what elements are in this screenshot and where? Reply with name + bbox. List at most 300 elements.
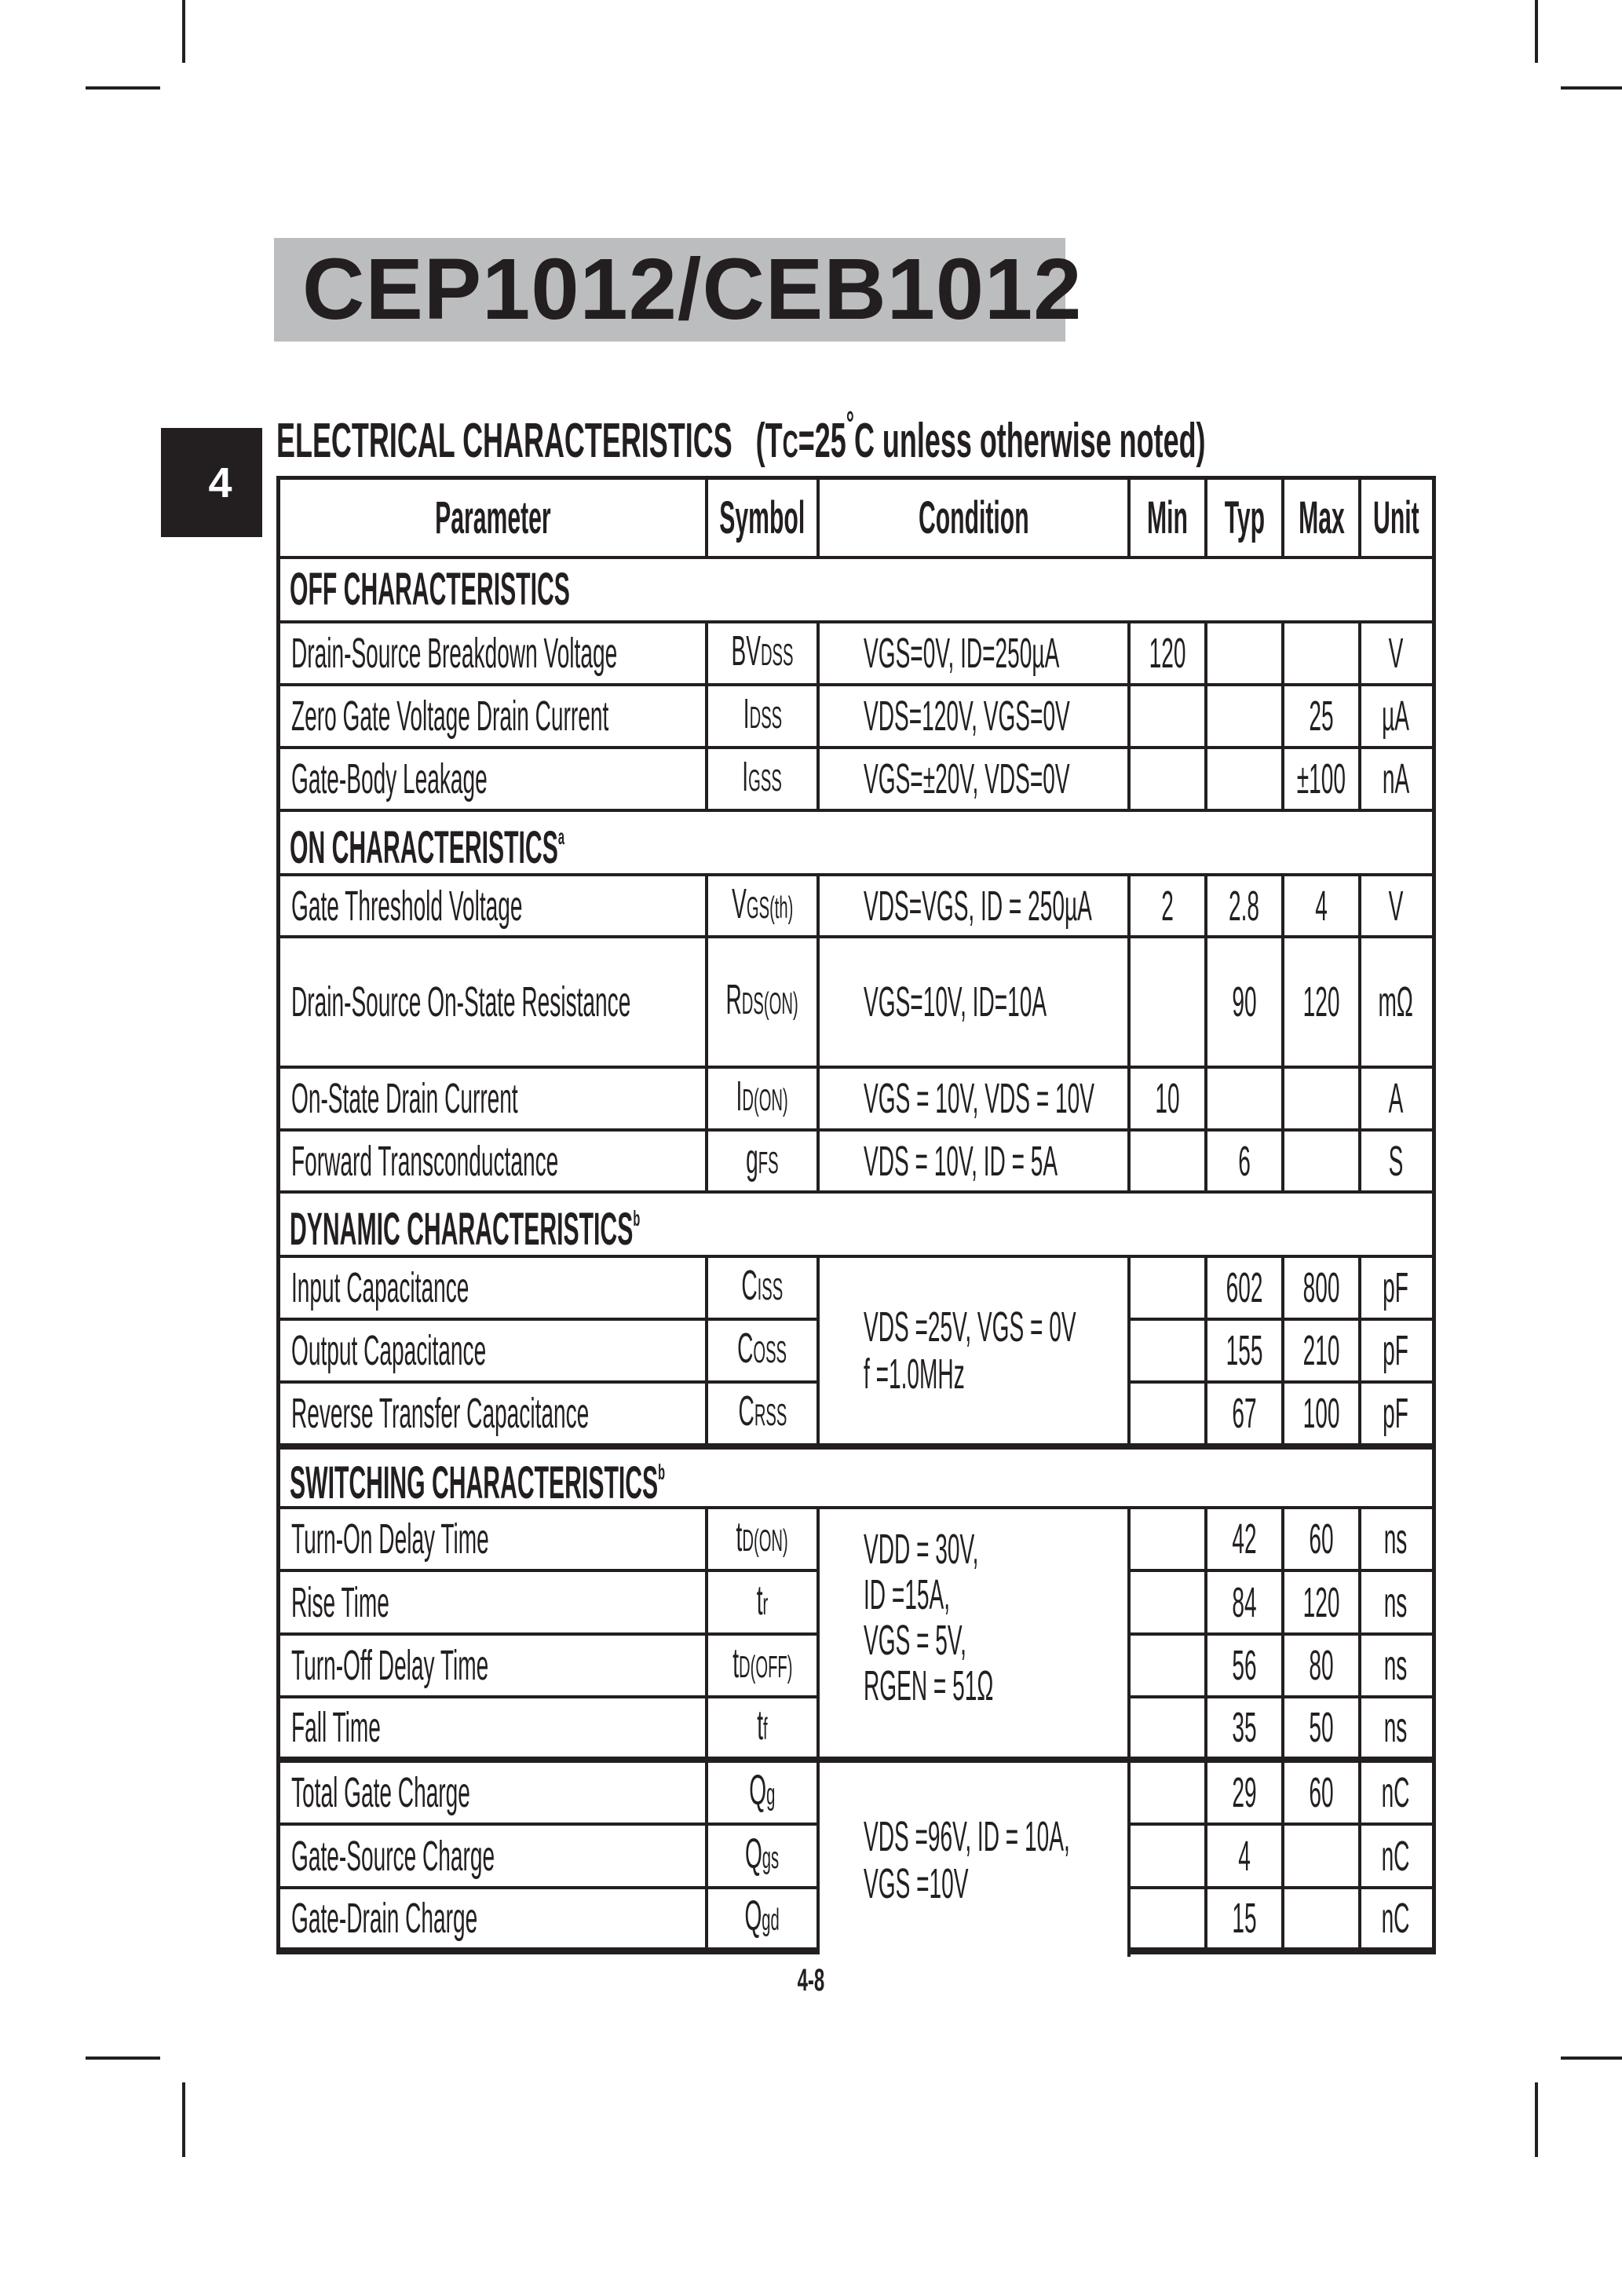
page-title: CEP1012/CEB1012 [302, 241, 1083, 338]
unit-value: ns [1384, 1578, 1408, 1626]
symbol-text [745, 1830, 779, 1882]
symbol-sub: g [766, 1778, 776, 1812]
param-cell [280, 876, 708, 935]
min-cell [1131, 1321, 1207, 1380]
max-cell [1284, 1826, 1361, 1886]
symbol-cell [708, 1763, 820, 1823]
heading-cond-rest: C unless otherwise noted) [853, 414, 1206, 468]
unit-value: µA [1382, 693, 1410, 740]
section-dynamic-cell [280, 1194, 1432, 1255]
min-cell [1131, 1132, 1207, 1190]
typ-cell [1207, 1636, 1284, 1695]
condition-text: VDS=VGS, ID = 250µA [864, 882, 1092, 930]
page-number [0, 1963, 1622, 1998]
heading-main: ELECTRICAL CHARACTERISTICS [276, 414, 732, 468]
symbol-cell [708, 1384, 820, 1443]
unit-value: S [1388, 1137, 1404, 1185]
symbol-cell [708, 1321, 820, 1380]
min-cell [1131, 686, 1207, 746]
symbol-main: V [731, 879, 747, 927]
crop-mark-bottom-left-horizontal [86, 2057, 160, 2060]
typ-value: 15 [1232, 1895, 1257, 1942]
param-text: Total Gate Charge [291, 1769, 470, 1816]
unit-value: nC [1382, 1832, 1410, 1880]
typ-cell [1207, 686, 1284, 746]
symbol-text [757, 1702, 767, 1753]
section-switching-label [290, 1449, 665, 1507]
crop-mark-top-right-horizontal [1561, 86, 1622, 90]
param-text: Drain-Source On-State Resistance [291, 978, 631, 1026]
symbol-cell [708, 1509, 820, 1569]
section-dynamic-label [290, 1195, 640, 1253]
symbol-cell [708, 1132, 820, 1190]
typ-cell [1207, 1509, 1284, 1569]
table-row-idss [280, 686, 1432, 749]
section-off-cell [280, 559, 1432, 620]
param-text: Drain-Source Breakdown Voltage [291, 630, 618, 677]
condition-line: VDD = 30V, [864, 1526, 979, 1573]
min-value: 120 [1149, 630, 1186, 677]
symbol-cell [708, 1636, 820, 1695]
unit-cell [1361, 749, 1430, 809]
max-value: 4 [1315, 882, 1328, 930]
section-heading [276, 393, 1206, 468]
symbol-sub: DSS [760, 638, 794, 672]
symbol-sub: D(OFF) [738, 1651, 793, 1684]
param-cell [280, 1069, 708, 1128]
symbol-text [742, 1262, 784, 1314]
symbol-cell [708, 1698, 820, 1757]
typ-cell [1207, 876, 1284, 935]
table-row-idon [280, 1069, 1432, 1132]
min-cell [1131, 1258, 1207, 1318]
symbol-main: Q [745, 1830, 763, 1877]
condition-line: VDS =96V, ID = 10A, [864, 1812, 1070, 1860]
unit-value: nC [1382, 1895, 1410, 1942]
min-cell [1131, 876, 1207, 935]
unit-value: pF [1383, 1390, 1409, 1437]
symbol-sub: DS(ON) [742, 987, 799, 1021]
param-cell [280, 1321, 708, 1380]
min-cell [1131, 1636, 1207, 1695]
typ-value: 35 [1232, 1704, 1257, 1751]
param-cell [280, 1132, 708, 1190]
symbol-main: C [738, 1387, 754, 1435]
header-unit [1361, 480, 1430, 556]
max-cell [1284, 938, 1361, 1066]
param-text: Gate-Source Charge [291, 1832, 495, 1880]
symbol-main: t [732, 1640, 739, 1687]
condition-line: RGEN = 51Ω [864, 1662, 994, 1709]
max-value: 60 [1309, 1515, 1334, 1563]
section-dynamic-characteristics [280, 1194, 1432, 1258]
symbol-cell [708, 686, 820, 746]
param-text: On-State Drain Current [291, 1075, 518, 1122]
footnote-marker-b: b [658, 1460, 666, 1484]
param-text: Input Capacitance [291, 1264, 469, 1311]
unit-value: nA [1382, 755, 1410, 803]
typ-cell [1207, 1698, 1284, 1757]
symbol-cell [708, 938, 820, 1066]
max-value: 120 [1302, 978, 1340, 1026]
min-value: 2 [1161, 882, 1174, 930]
max-cell [1284, 1132, 1361, 1190]
unit-value: nC [1382, 1769, 1410, 1816]
symbol-sub: ISS [757, 1273, 784, 1307]
param-text: Gate-Body Leakage [291, 755, 488, 803]
symbol-sub: r [762, 1587, 769, 1621]
unit-cell [1361, 1069, 1430, 1128]
symbol-main: R [725, 976, 743, 1023]
unit-value: pF [1383, 1264, 1409, 1311]
min-cell [1131, 1698, 1207, 1757]
max-cell [1284, 1384, 1361, 1443]
symbol-main: C [737, 1325, 754, 1372]
min-cell [1131, 1069, 1207, 1128]
condition-cell [820, 749, 1131, 809]
min-cell [1131, 1572, 1207, 1632]
condition-cell [820, 1069, 1131, 1128]
typ-cell [1207, 938, 1284, 1066]
param-text: Forward Transconductance [291, 1137, 559, 1185]
section-off-text: OFF CHARACTERISTICS [290, 564, 570, 615]
param-text: Turn-On Delay Time [291, 1515, 489, 1563]
symbol-sub: OSS [753, 1336, 787, 1369]
min-cell [1131, 1384, 1207, 1443]
unit-value: A [1388, 1075, 1404, 1122]
table-header-row [280, 480, 1432, 559]
condition-lines [864, 1526, 993, 1709]
unit-value: V [1388, 882, 1404, 930]
typ-value: 84 [1232, 1578, 1257, 1626]
merged-condition-switching [820, 1509, 1131, 1757]
section-on-text: ON CHARACTERISTICS [290, 822, 558, 873]
symbol-text [736, 1073, 788, 1124]
crop-mark-top-right-vertical [1535, 0, 1538, 63]
param-cell [280, 1258, 708, 1318]
unit-cell [1361, 623, 1430, 683]
unit-cell [1361, 1636, 1430, 1695]
max-value: ±100 [1296, 755, 1346, 803]
chapter-tab [161, 428, 262, 537]
max-value: 60 [1309, 1769, 1334, 1816]
min-cell [1131, 623, 1207, 683]
min-cell [1131, 1509, 1207, 1569]
max-cell [1284, 1258, 1361, 1318]
param-cell [280, 1509, 708, 1569]
symbol-text [743, 753, 783, 805]
section-on-label [290, 813, 564, 872]
param-cell [280, 1384, 708, 1443]
param-cell [280, 623, 708, 683]
unit-cell [1361, 1132, 1430, 1190]
symbol-main: I [736, 1073, 743, 1120]
max-value: 50 [1309, 1704, 1334, 1751]
max-cell [1284, 1069, 1361, 1128]
symbol-sub: DSS [749, 701, 782, 735]
section-dynamic-text: DYNAMIC CHARACTERISTICS [290, 1204, 634, 1255]
symbol-text [732, 1640, 792, 1691]
min-cell [1131, 1889, 1207, 1947]
symbol-main: I [743, 690, 750, 737]
min-cell [1131, 1763, 1207, 1823]
param-text: Zero Gate Voltage Drain Current [291, 693, 609, 740]
header-max-label: Max [1298, 492, 1345, 543]
max-cell [1284, 623, 1361, 683]
header-parameter [280, 480, 708, 556]
merged-condition-gate-charge [820, 1763, 1131, 1957]
condition-text: VGS = 10V, VDS = 10V [864, 1075, 1094, 1122]
symbol-cell [708, 1889, 820, 1947]
header-max [1284, 480, 1361, 556]
capacitance-group [280, 1258, 1432, 1446]
unit-cell [1361, 938, 1430, 1066]
condition-cell [820, 938, 1131, 1066]
symbol-sub: f [763, 1713, 768, 1746]
condition-text: VGS=±20V, VDS=0V [864, 755, 1070, 803]
typ-cell [1207, 1258, 1284, 1318]
unit-value: ns [1384, 1704, 1408, 1751]
symbol-sub: gs [762, 1841, 780, 1875]
param-text: Gate Threshold Voltage [291, 882, 523, 930]
symbol-text [749, 1767, 775, 1819]
symbol-cell [708, 623, 820, 683]
typ-value: 155 [1226, 1327, 1263, 1374]
symbol-cell [708, 1258, 820, 1318]
heading-cond-eq: =25 [798, 414, 846, 468]
symbol-text [732, 880, 793, 932]
crop-mark-top-left-vertical [182, 0, 185, 63]
typ-value: 42 [1232, 1515, 1257, 1563]
condition-line: ID =15A, [864, 1571, 951, 1618]
table-row-bvdss [280, 623, 1432, 686]
electrical-characteristics-table [276, 476, 1436, 1954]
condition-cell [820, 1132, 1131, 1190]
unit-value: pF [1383, 1327, 1409, 1374]
heading-cond-open: (T [755, 414, 783, 468]
header-symbol-label: Symbol [719, 492, 806, 543]
condition-cell [820, 876, 1131, 935]
symbol-cell [708, 749, 820, 809]
symbol-main: Q [744, 1892, 762, 1940]
max-value: 100 [1302, 1390, 1340, 1437]
crop-mark-bottom-right-horizontal [1561, 2057, 1622, 2060]
symbol-sub: GS(th) [746, 890, 794, 925]
condition-line: VDS =25V, VGS = 0V [864, 1303, 1076, 1351]
symbol-main: t [756, 1576, 763, 1624]
page-number-text: 4-8 [797, 1963, 825, 1998]
condition-line: f =1.0MHz [864, 1351, 965, 1398]
param-cell [280, 1763, 708, 1823]
max-cell [1284, 1509, 1361, 1569]
typ-value: 602 [1226, 1264, 1263, 1311]
header-typ [1207, 480, 1284, 556]
max-cell [1284, 749, 1361, 809]
header-condition-label: Condition [918, 492, 1029, 543]
typ-value: 29 [1232, 1769, 1257, 1816]
footnote-marker-b: b [633, 1206, 641, 1230]
symbol-cell [708, 1826, 820, 1886]
symbol-main: t [736, 1513, 743, 1560]
unit-value: ns [1384, 1515, 1408, 1563]
symbol-main: g [746, 1135, 758, 1183]
max-cell [1284, 1636, 1361, 1695]
table-row-vgsth [280, 876, 1432, 938]
header-condition [820, 480, 1131, 556]
symbol-sub: D(ON) [742, 1084, 789, 1117]
table-row-igss [280, 749, 1432, 812]
min-cell [1131, 749, 1207, 809]
param-cell [280, 1826, 708, 1886]
typ-value: 4 [1238, 1832, 1251, 1880]
param-cell [280, 686, 708, 746]
section-off-label [290, 566, 570, 613]
symbol-main: I [742, 753, 749, 800]
section-off-characteristics [280, 559, 1432, 623]
max-value: 800 [1302, 1264, 1340, 1311]
symbol-main: BV [731, 627, 761, 675]
symbol-sub: GSS [748, 764, 783, 798]
header-symbol [708, 480, 820, 556]
section-switching-text: SWITCHING CHARACTERISTICS [290, 1457, 659, 1508]
max-cell [1284, 1763, 1361, 1823]
condition-cell [820, 686, 1131, 746]
condition-cell [820, 623, 1131, 683]
degree-symbol: ° [846, 404, 854, 443]
unit-cell [1361, 1763, 1430, 1823]
footnote-marker-a: a [557, 824, 564, 849]
symbol-main: t [757, 1702, 764, 1749]
unit-value: mΩ [1378, 978, 1414, 1026]
header-min [1131, 480, 1207, 556]
heading-cond-sub: C [782, 424, 798, 466]
section-on-cell [280, 812, 1432, 873]
symbol-sub: gd [762, 1903, 780, 1937]
symbol-main: C [741, 1262, 758, 1309]
max-cell [1284, 1321, 1361, 1380]
max-value: 120 [1302, 1578, 1340, 1626]
unit-cell [1361, 1258, 1430, 1318]
param-text: Gate-Drain Charge [291, 1895, 478, 1942]
unit-cell [1361, 1321, 1430, 1380]
symbol-text [738, 1325, 787, 1377]
gate-charge-group [280, 1760, 1432, 1951]
min-cell [1131, 938, 1207, 1066]
max-value: 210 [1302, 1327, 1340, 1374]
param-cell [280, 1572, 708, 1632]
typ-cell [1207, 1572, 1284, 1632]
crop-mark-bottom-right-vertical [1535, 2082, 1538, 2157]
header-parameter-label: Parameter [434, 492, 551, 543]
symbol-text [731, 627, 793, 679]
unit-cell [1361, 1509, 1430, 1569]
min-cell [1131, 1826, 1207, 1886]
param-cell [280, 1636, 708, 1695]
symbol-text [743, 690, 781, 742]
typ-cell [1207, 1321, 1284, 1380]
symbol-text [745, 1892, 780, 1944]
param-text: Fall Time [291, 1704, 381, 1751]
table-row-rdson [280, 938, 1432, 1069]
symbol-cell [708, 1069, 820, 1128]
param-text: Rise Time [291, 1578, 389, 1626]
condition-line: VGS = 5V, [864, 1617, 966, 1664]
part-number-title-box [274, 238, 1083, 342]
param-text: Turn-Off Delay Time [291, 1642, 489, 1689]
typ-value: 67 [1232, 1390, 1257, 1437]
heading-condition [755, 404, 1206, 468]
typ-cell [1207, 1826, 1284, 1886]
chapter-number: 4 [208, 459, 232, 506]
param-text: Output Capacitance [291, 1327, 487, 1374]
unit-cell [1361, 1698, 1430, 1757]
param-cell [280, 749, 708, 809]
symbol-text [746, 1135, 778, 1187]
crop-mark-top-left-horizontal [86, 86, 160, 90]
section-on-characteristics [280, 812, 1432, 876]
max-cell [1284, 686, 1361, 746]
header-min-label: Min [1147, 492, 1188, 543]
symbol-text [736, 1513, 788, 1565]
max-cell [1284, 876, 1361, 935]
typ-cell [1207, 1889, 1284, 1947]
section-switching-cell [280, 1450, 1432, 1506]
condition-lines [864, 1303, 1076, 1398]
max-value: 25 [1309, 693, 1334, 740]
param-cell [280, 938, 708, 1066]
typ-value: 2.8 [1229, 882, 1260, 930]
unit-cell [1361, 686, 1430, 746]
symbol-text [726, 976, 798, 1028]
symbol-text [757, 1577, 769, 1629]
symbol-cell [708, 1572, 820, 1632]
condition-text: VGS=0V, ID=250µA [864, 630, 1060, 677]
condition-text: VGS=10V, ID=10A [864, 978, 1047, 1026]
param-cell [280, 1698, 708, 1757]
param-text: Reverse Transfer Capacitance [291, 1390, 590, 1437]
symbol-main: Q [749, 1767, 767, 1814]
min-value: 10 [1155, 1075, 1180, 1122]
header-typ-label: Typ [1224, 492, 1265, 543]
max-cell [1284, 1889, 1361, 1947]
header-unit-label: Unit [1372, 492, 1419, 543]
unit-cell [1361, 876, 1430, 935]
unit-value: ns [1384, 1642, 1408, 1689]
typ-cell [1207, 1763, 1284, 1823]
max-cell [1284, 1572, 1361, 1632]
unit-value: V [1388, 630, 1404, 677]
param-cell [280, 1889, 708, 1947]
symbol-sub: RSS [754, 1398, 787, 1432]
crop-mark-bottom-left-vertical [182, 2082, 185, 2157]
typ-value: 56 [1232, 1642, 1257, 1689]
unit-cell [1361, 1826, 1430, 1886]
max-cell [1284, 1698, 1361, 1757]
symbol-cell [708, 876, 820, 935]
symbol-sub: D(ON) [742, 1524, 789, 1558]
merged-condition-capacitance [820, 1258, 1131, 1443]
typ-value: 90 [1232, 978, 1257, 1026]
typ-cell [1207, 1384, 1284, 1443]
typ-cell [1207, 1069, 1284, 1128]
unit-cell [1361, 1384, 1430, 1443]
table-row-gfs [280, 1132, 1432, 1194]
symbol-sub: FS [758, 1146, 779, 1180]
unit-cell [1361, 1572, 1430, 1632]
max-value: 80 [1309, 1642, 1334, 1689]
condition-lines [864, 1813, 1070, 1907]
switching-group [280, 1509, 1432, 1760]
